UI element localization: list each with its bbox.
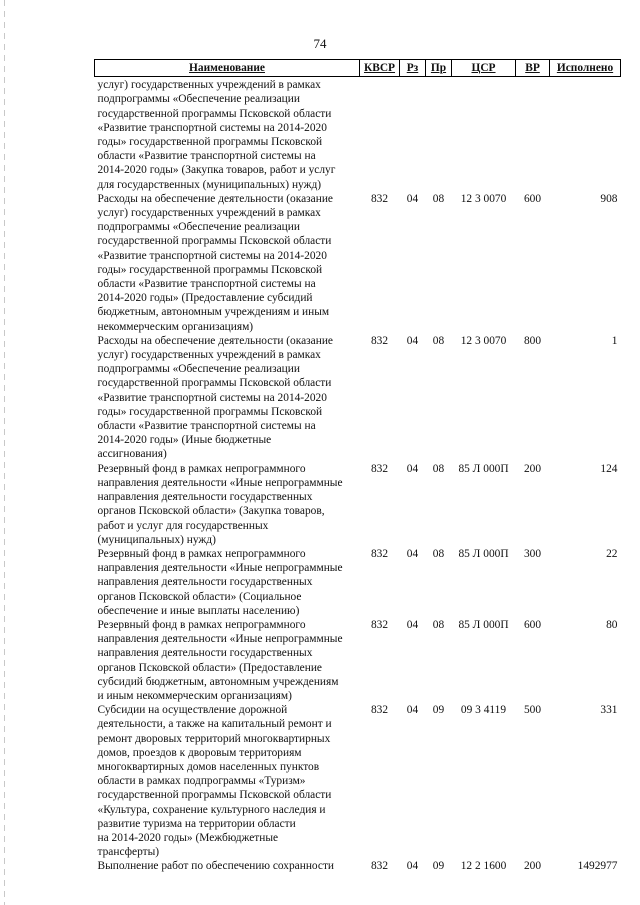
name-line: 2014-2020 годы» (Иные бюджетные bbox=[97, 434, 272, 447]
cell-csr: 12 3 0070 bbox=[460, 334, 507, 347]
column-header-csr: ЦСР bbox=[452, 60, 516, 77]
cell-kvsr: 832 bbox=[370, 192, 389, 205]
cell-amount: 22 bbox=[606, 547, 618, 560]
cell-pr: 09 bbox=[432, 704, 445, 717]
column-header-vr: ВР bbox=[516, 60, 550, 77]
name-line: направления деятельности государственных bbox=[97, 491, 313, 504]
name-line: области в рамках подпрограммы «Туризм» bbox=[97, 775, 306, 788]
name-line: обеспечение и иные выплаты населению) bbox=[97, 604, 300, 617]
cell-vr: 200 bbox=[523, 860, 542, 873]
cell-amount bbox=[550, 77, 621, 192]
name-line: органов Псковской области» (Закупка товаров, bbox=[97, 505, 325, 518]
cell-vr: 500 bbox=[523, 704, 542, 717]
name-line: домов, проездов к дворовым территориям bbox=[97, 746, 302, 759]
name-line: подпрограммы «Обеспечение реализации bbox=[97, 93, 300, 106]
cell-kvsr bbox=[360, 77, 400, 192]
name-line: 2014-2020 годы» (Предоставление субсидий bbox=[97, 292, 313, 305]
name-line: для государственных (муниципальных) нужд) bbox=[97, 178, 322, 191]
name-line: услуг) государственных учреждений в рамках bbox=[97, 207, 321, 220]
name-line: Резервный фонд в рамках непрограммного bbox=[97, 462, 306, 475]
cell-name bbox=[95, 859, 360, 873]
cell-csr bbox=[452, 77, 516, 192]
name-line: государственной программы Псковской области bbox=[97, 377, 332, 390]
cell-rz bbox=[400, 77, 426, 192]
cell-kvsr: 832 bbox=[370, 860, 389, 873]
scan-edge-mark bbox=[4, 0, 5, 905]
name-line: ремонт дворовых территорий многоквартирных bbox=[97, 732, 331, 745]
name-line: на 2014-2020 годы» (Межбюджетные bbox=[97, 831, 279, 844]
cell-pr bbox=[426, 77, 452, 192]
cell-name bbox=[95, 703, 360, 859]
cell-csr: 09 3 4119 bbox=[460, 704, 507, 717]
cell-name bbox=[95, 334, 360, 462]
page-number: 74 bbox=[313, 36, 327, 51]
table-row bbox=[95, 547, 621, 618]
name-line: (муниципальных) нужд) bbox=[97, 533, 216, 546]
cell-rz: 04 bbox=[406, 462, 419, 475]
cell-name bbox=[95, 547, 360, 618]
name-line: направления деятельности государственных bbox=[97, 647, 313, 660]
name-line: субсидий бюджетным, автономным учреждениям bbox=[97, 675, 339, 688]
cell-amount: 80 bbox=[606, 618, 618, 631]
name-line: 2014-2020 годы» (Закупка товаров, работ и услуг bbox=[97, 164, 336, 177]
cell-csr: 85 Л 000П bbox=[458, 547, 509, 560]
name-line: некоммерческим организациям) bbox=[97, 320, 254, 333]
name-line: Субсидии на осуществление дорожной bbox=[97, 704, 288, 717]
name-line: годы» государственной программы Псковской bbox=[97, 136, 323, 149]
cell-csr: 85 Л 000П bbox=[458, 462, 509, 475]
name-line: годы» государственной программы Псковской bbox=[97, 405, 323, 418]
cell-rz: 04 bbox=[406, 192, 419, 205]
name-line: работ и услуг для государственных bbox=[97, 519, 269, 532]
name-line: подпрограммы «Обеспечение реализации bbox=[97, 221, 300, 234]
name-line: услуг) государственных учреждений в рамках bbox=[97, 79, 321, 92]
cell-name bbox=[95, 462, 360, 547]
cell-pr: 08 bbox=[432, 192, 445, 205]
cell-csr: 12 2 1600 bbox=[460, 860, 507, 873]
name-line: развитие туризма на территории области bbox=[97, 817, 296, 830]
name-line: годы» государственной программы Псковской bbox=[97, 263, 323, 276]
name-line: «Развитие транспортной системы на 2014-2020 bbox=[97, 121, 327, 134]
cell-vr bbox=[516, 77, 550, 192]
cell-pr: 09 bbox=[432, 860, 445, 873]
name-line: государственной программы Псковской области bbox=[97, 107, 332, 120]
budget-table bbox=[94, 59, 621, 874]
table-row bbox=[95, 334, 621, 462]
table-row bbox=[95, 703, 621, 859]
cell-rz: 04 bbox=[406, 334, 419, 347]
name-line: и иным некоммерческим организациям) bbox=[97, 689, 292, 702]
cell-rz: 04 bbox=[406, 618, 419, 631]
name-line: «Культура, сохранение культурного наследия и bbox=[97, 803, 326, 816]
cell-vr: 200 bbox=[523, 462, 542, 475]
cell-csr: 12 3 0070 bbox=[460, 192, 507, 205]
cell-vr: 600 bbox=[523, 192, 542, 205]
table-row bbox=[95, 618, 621, 703]
name-line: органов Псковской области» (Предоставление bbox=[97, 661, 322, 674]
name-line: Выполнение работ по обеспечению сохранности bbox=[97, 860, 335, 873]
name-line: направления деятельности «Иные непрограммные bbox=[97, 562, 343, 575]
name-line: Резервный фонд в рамках непрограммного bbox=[97, 618, 306, 631]
cell-kvsr: 832 bbox=[370, 618, 389, 631]
cell-kvsr: 832 bbox=[370, 704, 389, 717]
cell-pr: 08 bbox=[432, 547, 445, 560]
name-line: направления деятельности государственных bbox=[97, 576, 313, 589]
cell-vr: 800 bbox=[523, 334, 542, 347]
cell-rz: 04 bbox=[406, 547, 419, 560]
cell-vr: 300 bbox=[523, 547, 542, 560]
name-line: многоквартирных домов населенных пунктов bbox=[97, 760, 320, 773]
cell-amount: 1 bbox=[611, 334, 618, 347]
name-line: трансферты) bbox=[97, 846, 160, 859]
table-header bbox=[95, 60, 621, 77]
cell-rz: 04 bbox=[406, 704, 419, 717]
name-line: направления деятельности «Иные непрограммные bbox=[97, 476, 343, 489]
table-row bbox=[95, 192, 621, 334]
column-header-amount: Исполнено bbox=[550, 60, 621, 77]
cell-amount: 908 bbox=[600, 192, 618, 205]
name-line: бюджетным, автономным учреждениям и иным bbox=[97, 306, 330, 319]
name-line: деятельности, а также на капитальный ремонт и bbox=[97, 718, 332, 731]
cell-amount: 124 bbox=[600, 462, 618, 475]
cell-vr: 600 bbox=[523, 618, 542, 631]
table-body bbox=[95, 77, 621, 874]
cell-kvsr: 832 bbox=[370, 462, 389, 475]
name-line: государственной программы Псковской области bbox=[97, 789, 332, 802]
name-line: органов Псковской области» (Социальное bbox=[97, 590, 302, 603]
name-line: услуг) государственных учреждений в рамках bbox=[97, 349, 321, 362]
name-line: государственной программы Псковской области bbox=[97, 235, 332, 248]
name-line: «Развитие транспортной системы на 2014-2020 bbox=[97, 391, 327, 404]
cell-kvsr: 832 bbox=[370, 334, 389, 347]
cell-pr: 08 bbox=[432, 334, 445, 347]
name-line: Резервный фонд в рамках непрограммного bbox=[97, 547, 306, 560]
cell-pr: 08 bbox=[432, 462, 445, 475]
column-header-kvsr: КВСР bbox=[360, 60, 400, 77]
cell-name bbox=[95, 77, 360, 192]
name-line: направления деятельности «Иные непрограммные bbox=[97, 633, 343, 646]
cell-csr: 85 Л 000П bbox=[458, 618, 509, 631]
cell-name bbox=[95, 192, 360, 334]
cell-pr: 08 bbox=[432, 618, 445, 631]
cell-amount: 1492977 bbox=[577, 860, 618, 873]
name-line: Расходы на обеспечение деятельности (оказание bbox=[97, 334, 333, 347]
name-line: области «Развитие транспортной системы на bbox=[97, 420, 316, 433]
name-line: подпрограммы «Обеспечение реализации bbox=[97, 363, 300, 376]
table-row bbox=[95, 77, 621, 192]
cell-kvsr: 832 bbox=[370, 547, 389, 560]
name-line: области «Развитие транспортной системы на bbox=[97, 150, 316, 163]
name-line: «Развитие транспортной системы на 2014-2020 bbox=[97, 249, 327, 262]
cell-name bbox=[95, 618, 360, 703]
name-line: области «Развитие транспортной системы на bbox=[97, 278, 316, 291]
name-line: ассигнования) bbox=[97, 448, 167, 461]
column-header-pr: Пр bbox=[426, 60, 452, 77]
table-row bbox=[95, 462, 621, 547]
cell-rz: 04 bbox=[406, 860, 419, 873]
name-line: Расходы на обеспечение деятельности (оказание bbox=[97, 192, 333, 205]
column-header-name: Наименование bbox=[95, 60, 360, 77]
cell-amount: 331 bbox=[600, 704, 618, 717]
column-header-rz: Рз bbox=[400, 60, 426, 77]
table-row bbox=[95, 859, 621, 873]
